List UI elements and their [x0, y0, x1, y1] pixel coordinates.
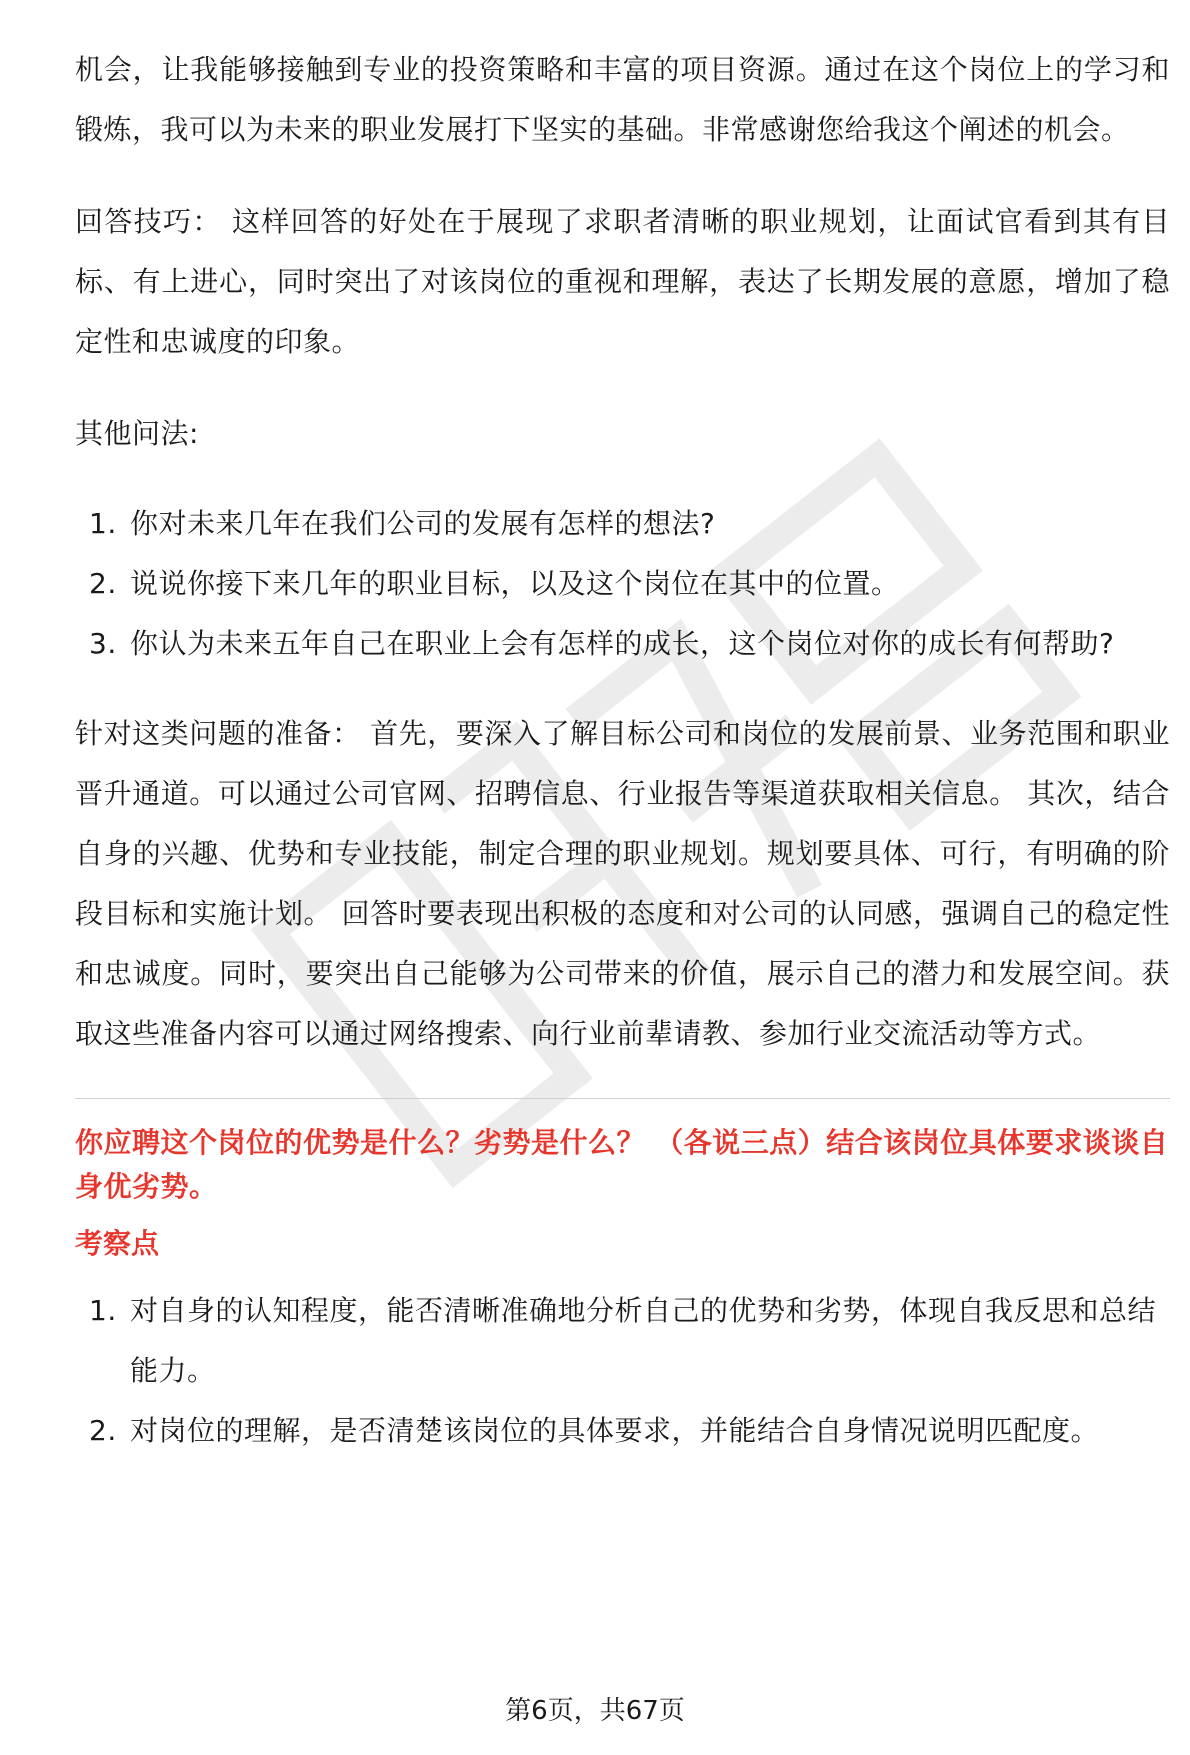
list-item-number: 2. — [89, 1414, 117, 1447]
document-page — [75, 40, 1170, 1491]
other-questions-list — [75, 494, 1170, 674]
assessment-points-list — [75, 1281, 1170, 1461]
list-item-text: 你认为未来五年自己在职业上会有怎样的成长，这个岗位对你的成长有何帮助? — [130, 627, 1115, 660]
answer-tip-paragraph: 回答技巧： 这样回答的好处在于展现了求职者清晰的职业规划，让面试官看到其有目标、有上进心，同时突出了对该岗位的重视和理解，表达了长期发展的意愿，增加了稳定性和忠诚度的印象。 — [75, 205, 1170, 358]
section-divider — [75, 1098, 1170, 1099]
list-item-text: 说说你接下来几年的职业目标，以及这个岗位在其中的位置。 — [130, 567, 900, 600]
preparation-paragraph: 针对这类问题的准备： 首先，要深入了解目标公司和岗位的发展前景、业务范围和职业晋升通道。可以通过公司官网、招聘信息、行业报告等渠道获取相关信息。 其次，结合自身的兴趣、优势和专业技能，制定合理的职业规划。规划要具体、可行，有明确的阶段目标和实施计划。 回答时要表现出积极的态度和对公司的认同感，强调自己的稳定性和忠诚度。同时，要突出自己能够为公司带来的价值，展示自己的潜力和发展空间。获取这些准备内容可以通过网络搜索、向行业前辈请教、参加行业交流活动等方式。 — [75, 717, 1170, 1050]
intro-paragraph: 机会，让我能够接触到专业的投资策略和丰富的项目资源。通过在这个岗位上的学习和锻炼，我可以为未来的职业发展打下坚实的基础。非常感谢您给我这个阐述的机会。 — [75, 53, 1170, 146]
list-item — [75, 1401, 1170, 1461]
list-item-text: 对岗位的理解，是否清楚该岗位的具体要求，并能结合自身情况说明匹配度。 — [130, 1414, 1100, 1447]
list-item-number: 2. — [89, 567, 117, 600]
list-item-number: 3. — [89, 627, 117, 660]
list-item — [75, 554, 1170, 614]
list-item — [75, 614, 1170, 674]
list-item — [75, 494, 1170, 554]
other-questions-label: 其他问法: — [75, 417, 199, 450]
list-item-number: 1. — [89, 507, 117, 540]
list-item-number: 1. — [89, 1294, 117, 1327]
list-item — [75, 1281, 1170, 1401]
assessment-points-heading: 考察点 — [75, 1227, 160, 1260]
page-number-footer: 第6页，共67页 — [505, 1696, 685, 1726]
question-heading: 你应聘这个岗位的优势是什么？劣势是什么？ （各说三点）结合该岗位具体要求谈谈自身优劣势。 — [75, 1126, 1169, 1203]
list-item-text: 对自身的认知程度，能否清晰准确地分析自己的优势和劣势，体现自我反思和总结能力。 — [130, 1294, 1157, 1387]
list-item-text: 你对未来几年在我们公司的发展有怎样的想法? — [130, 507, 716, 540]
